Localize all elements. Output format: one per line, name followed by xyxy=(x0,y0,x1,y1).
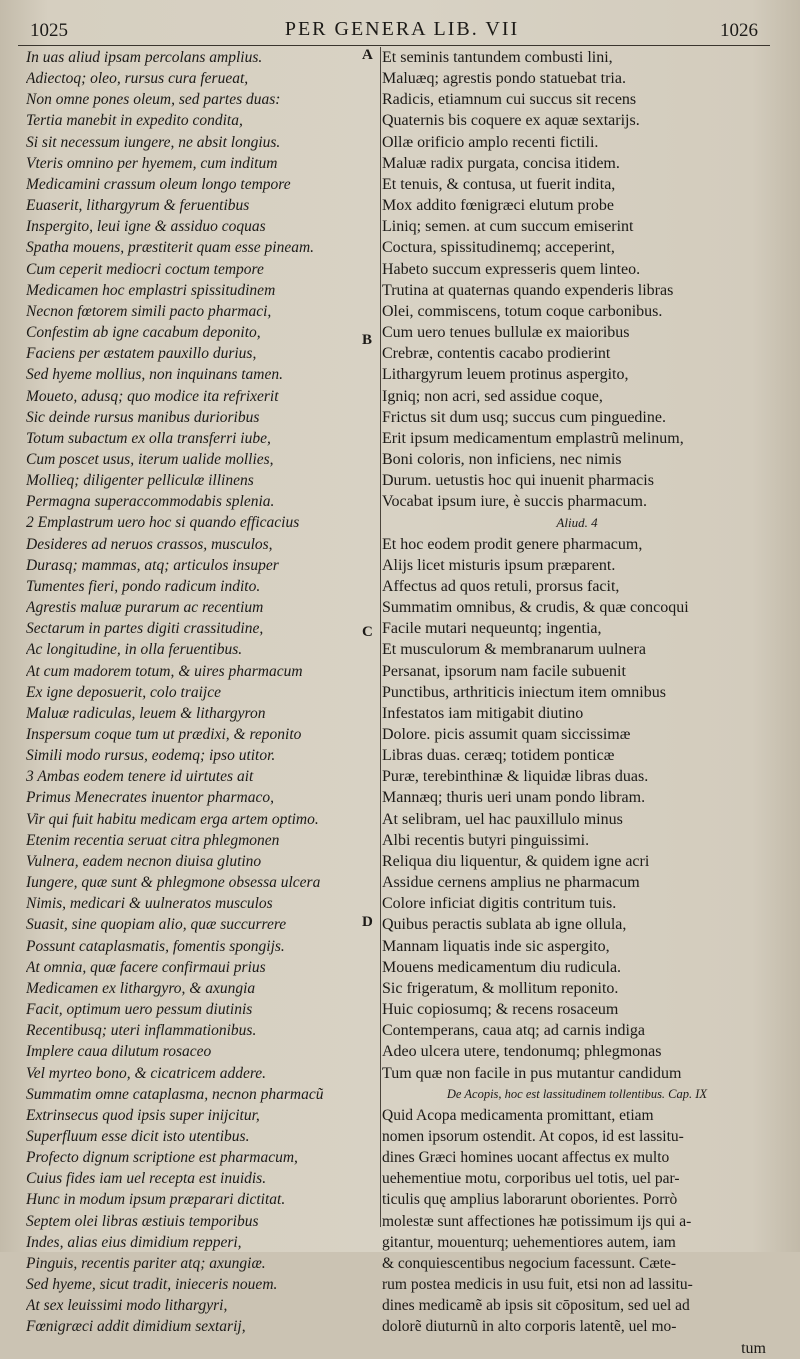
text-line: Adiectoq; oleo, rursus cura ferueat, xyxy=(26,70,249,88)
text-line: Sed hyeme mollius, non inquinans tamen. xyxy=(26,366,284,384)
text-line: Affectus ad quos retuli, prorsus facit, xyxy=(382,577,620,595)
text-line: Ac longitudine, in olla feruentibus. xyxy=(26,641,243,659)
page-header xyxy=(22,18,782,46)
text-line: Superfluum esse dicit isto utentibus. xyxy=(26,1127,250,1145)
text-line: Septem olei libras æstiuis temporibus xyxy=(26,1212,259,1230)
text-line: Maluæq; agrestis pondo statuebat tria. xyxy=(382,70,626,88)
column-divider xyxy=(380,47,381,1227)
text-line: At omnia, quæ facere confirmaui prius xyxy=(26,958,266,976)
text-line: Durasq; mammas, atq; articulos insuper xyxy=(26,556,279,574)
text-line: Boni coloris, non inficiens, nec nimis xyxy=(382,450,622,468)
text-line: Cum poscet usus, iterum ualide mollies, xyxy=(26,450,274,468)
text-line: Trutina at quaternas quando expenderis libras xyxy=(382,281,674,299)
text-line: Agrestis maluæ purarum ac recentium xyxy=(26,599,264,617)
text-line: De Acopis, hoc est lassitudinem tollentibus. Cap. IX xyxy=(446,1086,708,1101)
text-line: Vir qui fuit habitu medicam erga artem optimo. xyxy=(26,810,319,828)
page-number-right: 1026 xyxy=(720,20,758,41)
text-line: Vocabat ipsum iure, è succis pharmacum. xyxy=(382,493,647,511)
text-line: Cum ceperit mediocri coctum tempore xyxy=(26,260,264,278)
text-line: Faciens per æstatem pauxillo durius, xyxy=(26,345,257,363)
text-line: Possunt cataplasmatis, fomentis spongijs. xyxy=(26,937,285,955)
text-line: Permagna superaccommodabis splenia. xyxy=(26,493,275,511)
text-line: Igniq; non acri, sed assidue coque, xyxy=(382,387,603,405)
text-line: Quibus peractis sublata ab igne ollula, xyxy=(382,916,627,934)
text-line: Si sit necessum iungere, ne absit longius. xyxy=(26,133,281,151)
running-title: PER GENERA LIB. VII xyxy=(284,18,520,40)
section-marker-d: D xyxy=(362,914,373,930)
text-line: Alijs licet misturis ipsum præparent. xyxy=(382,556,616,574)
text-line: Necnon fœtorem simili pacto pharmaci, xyxy=(26,302,272,320)
text-line: Nimis, medicari & uulneratos musculos xyxy=(26,895,273,913)
text-line: Lithargyrum leuem protinus aspergito, xyxy=(382,366,629,384)
text-line: gitantur, mouenturq; uehementiores autem, iam xyxy=(382,1233,676,1251)
text-line: dines Græci homines uocant affectus ex multo xyxy=(382,1149,670,1167)
text-line: Tertia manebit in expedito condita, xyxy=(26,112,243,130)
text-line: Sic deinde rursus manibus durioribus xyxy=(26,408,260,426)
text-line: Confestim ab igne cacabum deponito, xyxy=(26,324,261,342)
text-line: Contemperans, caua atq; ad carnis indiga xyxy=(382,1022,646,1040)
left-column xyxy=(26,47,378,1338)
text-line: Spatha mouens, præstiterit quam esse pineam. xyxy=(26,239,315,257)
text-line: Durum. uetustis hoc qui inuenit pharmacis xyxy=(382,472,654,490)
section-marker-b: B xyxy=(362,332,373,348)
text-line: Dolore. picis assumit quam siccissimæ xyxy=(382,726,631,743)
text-line: At sex leuissimi modo lithargyri, xyxy=(26,1297,228,1315)
text-line: Mannæq; thuris ueri unam pondo libram. xyxy=(382,789,646,807)
text-line: Quid Acopa medicamenta promittant, etiam xyxy=(382,1106,654,1124)
text-line: Vteris omnino per hyemem, cum inditum xyxy=(26,154,278,172)
text-line: Libras duas. ceræq; totidem ponticæ xyxy=(382,747,615,765)
text-line: Primus Menecrates inuentor pharmaco, xyxy=(26,789,274,807)
text-line: dolorẽ diuturnũ in alto corporis latentẽ, uel mo- xyxy=(382,1318,677,1336)
text-line: Suasit, sine quopiam alio, quæ succurrere xyxy=(26,916,287,934)
text-line: Mouens medicamentum diu rudicula. xyxy=(382,958,622,976)
text-line: Vel myrteo bono, & cicatricem addere. xyxy=(26,1064,267,1082)
text-line: molestæ sunt affectiones hæ potissimum ijs qui a- xyxy=(382,1212,692,1230)
text-line: Ollæ orificio amplo recenti fictili. xyxy=(382,133,599,151)
text-line: Aliud. 4 xyxy=(556,515,598,531)
text-line: Totum subactum ex olla transferri iube, xyxy=(26,429,271,447)
text-line: Tumentes fieri, pondo radicum indito. xyxy=(26,577,261,595)
text-line: tum xyxy=(741,1339,766,1357)
text-line: Assidue cernens amplius ne pharmacum xyxy=(382,874,640,892)
text-line: Radicis, etiamnum cui succus sit recens xyxy=(382,91,637,109)
text-line: Recentibusq; uteri inflammationibus. xyxy=(26,1022,257,1040)
text-line: Persanat, ipsorum nam facile subuenit xyxy=(382,662,626,680)
text-line: Olei, commiscens, totum coque carbonibus. xyxy=(382,302,663,320)
text-line: 3 Ambas eodem tenere id uirtutes ait xyxy=(26,768,254,786)
header-rule xyxy=(18,45,770,46)
text-line: rum postea medicis in usu fuit, etsi non ad lassitu- xyxy=(382,1276,693,1294)
text-line: Moueto, adusq; quo modice ita refrixerit xyxy=(26,387,279,405)
text-line: At selibram, uel hac pauxillulo minus xyxy=(382,810,623,828)
right-column xyxy=(382,47,772,1359)
text-line: Ex igne deposuerit, colo traijce xyxy=(26,683,221,701)
section-marker-c: C xyxy=(362,624,373,640)
text-line: Iungere, quæ sunt & phlegmone obsessa ulcera xyxy=(26,874,321,892)
text-line: Sed hyeme, sicut tradit, inieceris nouem. xyxy=(26,1276,278,1294)
text-line: Hunc in modum ipsum præparari dictitat. xyxy=(26,1191,286,1209)
text-line: Et musculorum & membranarum uulnera xyxy=(382,641,646,659)
text-line: Implere caua dilutum rosaceo xyxy=(26,1043,212,1061)
text-line: Mox addito fœnigræci elutum probe xyxy=(382,197,614,215)
text-line: Sectarum in partes digiti crassitudine, xyxy=(26,620,264,638)
text-line: Maluæ radiculas, leuem & lithargyron xyxy=(26,704,266,722)
text-line: Medicamen ex lithargyro, & axungia xyxy=(26,979,256,997)
text-line: In uas aliud ipsam percolans amplius. xyxy=(26,49,263,66)
text-line: Erit ipsum medicamentum emplastrũ melinum, xyxy=(382,429,684,447)
text-line: Et hoc eodem prodit genere pharmacum, xyxy=(382,535,643,553)
text-line: Euaserit, lithargyrum & feruentibus xyxy=(26,197,250,215)
text-line: Infestatos iam mitigabit diutino xyxy=(382,704,584,722)
text-line: Huic copiosumq; & recens rosaceum xyxy=(382,1001,619,1019)
text-line: Maluæ radix purgata, concisa itidem. xyxy=(382,154,620,172)
text-line: Inspersum coque tum ut prædixi, & reponito xyxy=(26,726,302,743)
text-line: Puræ, terebinthinæ & liquidæ libras duas. xyxy=(382,768,649,786)
text-line: uehementiue motu, corporibus uel totis, uel par- xyxy=(382,1170,680,1188)
text-line: Et seminis tantundem combusti lini, xyxy=(382,49,613,66)
text-line: Desideres ad neruos crassos, musculos, xyxy=(26,535,273,553)
text-line: Fœnigræci addit dimidium sextarij, xyxy=(26,1318,246,1336)
text-line: Punctibus, arthriticis iniectum item omnibus xyxy=(382,683,666,701)
text-line: Quaternis bis coquere ex aquæ sextarijs. xyxy=(382,112,640,130)
text-line: Pinguis, recentis pariter atq; axungiæ. xyxy=(26,1254,266,1272)
text-line: 2 Emplastrum uero hoc si quando efficacius xyxy=(26,514,300,532)
text-line: & conquiescentibus negocium facessunt. Cæte- xyxy=(382,1254,677,1272)
text-line: Medicamen hoc emplastri spissitudinem xyxy=(26,281,276,299)
text-line: Habeto succum expresseris quem linteo. xyxy=(382,260,641,278)
text-line: Extrinsecus quod ipsis super inijcitur, xyxy=(26,1106,260,1124)
text-line: Medicamini crassum oleum longo tempore xyxy=(26,175,291,193)
text-line: Et tenuis, & contusa, ut fuerit indita, xyxy=(382,175,616,193)
text-line: Summatim omne cataplasma, necnon pharmacũ xyxy=(26,1085,324,1103)
text-line: Inspergito, leui igne & assiduo coquas xyxy=(26,218,266,236)
page-number-left: 1025 xyxy=(30,20,68,41)
text-line: nomen ipsorum ostendit. At copos, id est lassitu- xyxy=(382,1127,684,1145)
text-line: Non omne pones oleum, sed partes duas: xyxy=(26,91,281,109)
text-line: At cum madorem totum, & uires pharmacum xyxy=(26,662,303,680)
text-line: Summatim omnibus, & crudis, & quæ concoqui xyxy=(382,599,689,617)
text-line: Sic frigeratum, & mollitum reponito. xyxy=(382,979,619,997)
text-line: Cuius fides iam uel recepta est inuidis. xyxy=(26,1170,267,1188)
text-line: Simili modo rursus, eodemq; ipso utitor. xyxy=(26,747,276,765)
text-line: Facit, optimum uero pessum diutinis xyxy=(26,1001,253,1019)
text-line: Colore inficiat digitis contritum tuis. xyxy=(382,895,617,913)
text-line: Frictus sit dum usq; succus cum pinguedine. xyxy=(382,408,666,426)
text-line: Indes, alias eius dimidium repperi, xyxy=(26,1233,242,1251)
text-line: Mollieq; diligenter pelliculæ illinens xyxy=(26,472,254,490)
text-line: Liniq; semen. at cum succum emiserint xyxy=(382,218,634,236)
text-line: Facile mutari nequeuntq; ingentia, xyxy=(382,620,602,638)
text-line: Crebræ, contentis cacabo prodierint xyxy=(382,345,611,363)
text-line: Reliqua diu liquentur, & quidem igne acri xyxy=(382,852,650,870)
text-line: dines medicamẽ ab ipsis sit cōpositum, sed uel ad xyxy=(382,1297,690,1315)
text-line: ticulis quę amplius laborarunt oborientes. Porrò xyxy=(382,1191,678,1209)
text-line: Profecto dignum scriptione est pharmacum, xyxy=(26,1149,298,1167)
text-line: Albi recentis butyri pinguissimi. xyxy=(382,831,590,849)
text-line: Coctura, spissitudinemq; acceperint, xyxy=(382,239,615,257)
text-line: Cum uero tenues bullulæ ex maioribus xyxy=(382,324,630,342)
text-line: Tum quæ non facile in pus mutantur candidum xyxy=(382,1064,682,1082)
text-line: Vulnera, eadem necnon diuisa glutino xyxy=(26,852,262,870)
text-line: Mannam liquatis inde sic aspergito, xyxy=(382,937,610,955)
text-line: Etenim recentia seruat citra phlegmonen xyxy=(26,831,280,849)
text-line: Adeo ulcera utere, tendonumq; phlegmonas xyxy=(382,1043,662,1061)
section-marker-a: A xyxy=(362,47,373,63)
